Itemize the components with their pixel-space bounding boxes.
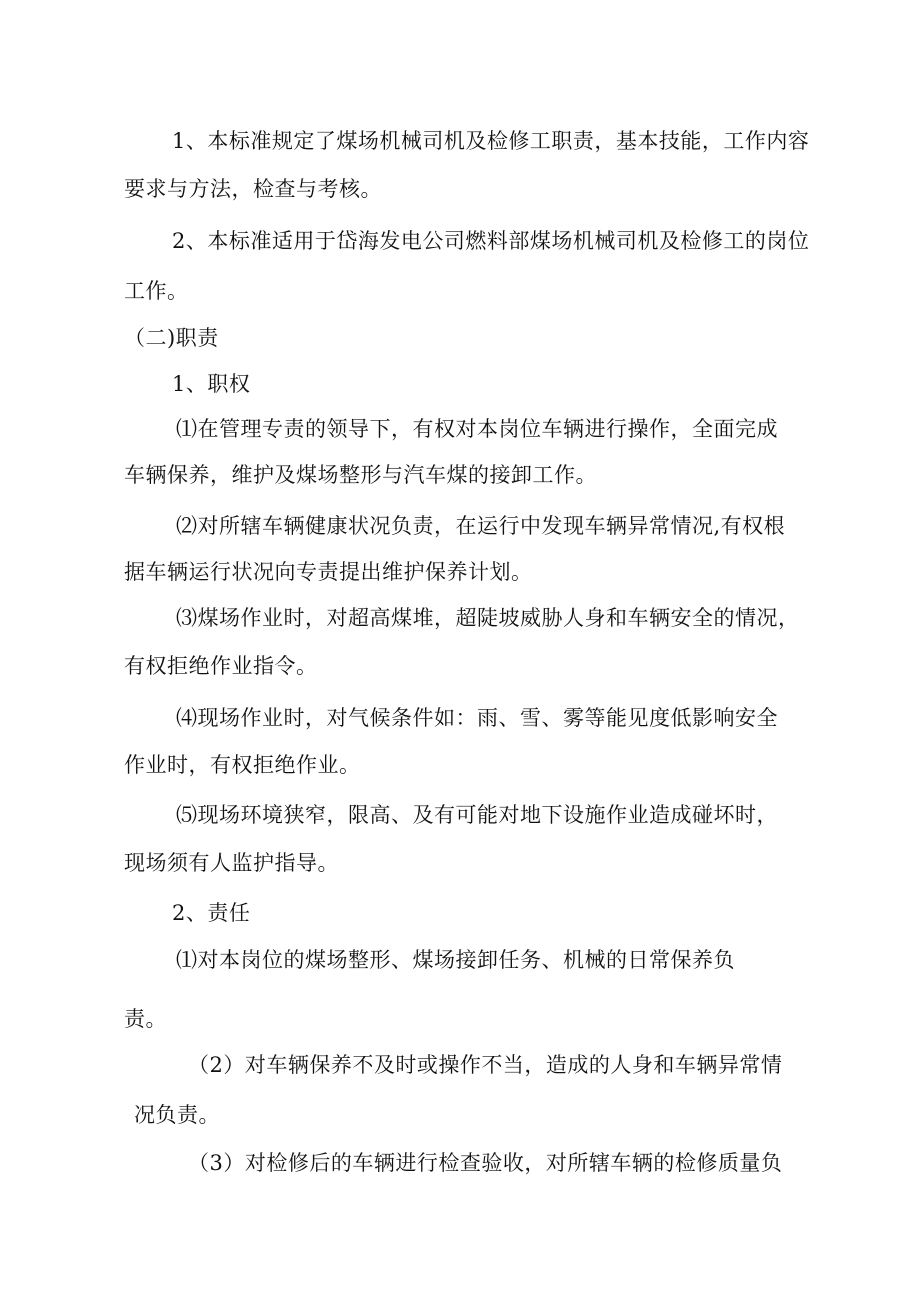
paragraph-1-line-2: 要求与方法，检查与考核。 — [124, 177, 382, 201]
responsibility-item-3-line-1: （3）对检修后的车辆进行检查验收，对所辖车辆的检修质量负 — [188, 1151, 783, 1175]
subsection-heading-responsibility: 2、责任 — [172, 901, 251, 925]
responsibility-item-2-line-1: （2）对车辆保养不及时或操作不当，造成的人身和车辆异常情 — [188, 1053, 783, 1077]
authority-item-4-line-2: 作业时，有权拒绝作业。 — [124, 753, 361, 777]
responsibility-item-1-line-1: ⑴对本岗位的煤场整形、煤场接卸任务、机械的日常保养负 — [176, 948, 735, 972]
authority-item-1-line-2: 车辆保养，维护及煤场整形与汽车煤的接卸工作。 — [124, 463, 597, 487]
subsection-heading-authority: 1、职权 — [172, 372, 251, 396]
paragraph-2-line-2: 工作。 — [124, 279, 189, 303]
authority-item-5-line-2: 现场须有人监护指导。 — [124, 851, 339, 875]
authority-item-2-line-2: 据车辆运行状况向专责提出维护保养计划。 — [124, 560, 533, 584]
authority-item-4-line-1: ⑷现场作业时，对气候条件如：雨、雪、雾等能见度低影响安全 — [176, 706, 778, 730]
paragraph-1-line-1: 1、本标准规定了煤场机械司机及检修工职责，基本技能，工作内容 — [172, 129, 810, 153]
responsibility-item-2-line-2: 况负责。 — [134, 1103, 220, 1127]
responsibility-item-1-line-2: 责。 — [124, 1007, 167, 1031]
authority-item-1-line-1: ⑴在管理专责的领导下，有权对本岗位车辆进行操作，全面完成 — [176, 417, 778, 441]
authority-item-3-line-2: 有权拒绝作业指令。 — [124, 654, 318, 678]
authority-item-2-line-1: ⑵对所辖车辆健康状况负责，在运行中发现车辆异常情况,有权根 — [176, 514, 786, 538]
authority-item-5-line-1: ⑸现场环境狭窄，限高、及有可能对地下设施作业造成碰坏时， — [176, 803, 778, 827]
paragraph-2-line-1: 2、本标准适用于岱海发电公司燃料部煤场机械司机及检修工的岗位 — [172, 229, 810, 253]
section-heading-duties: （二)职责 — [124, 326, 219, 350]
authority-item-3-line-1: ⑶煤场作业时，对超高煤堆，超陡坡威胁人身和车辆安全的情况， — [176, 606, 800, 630]
